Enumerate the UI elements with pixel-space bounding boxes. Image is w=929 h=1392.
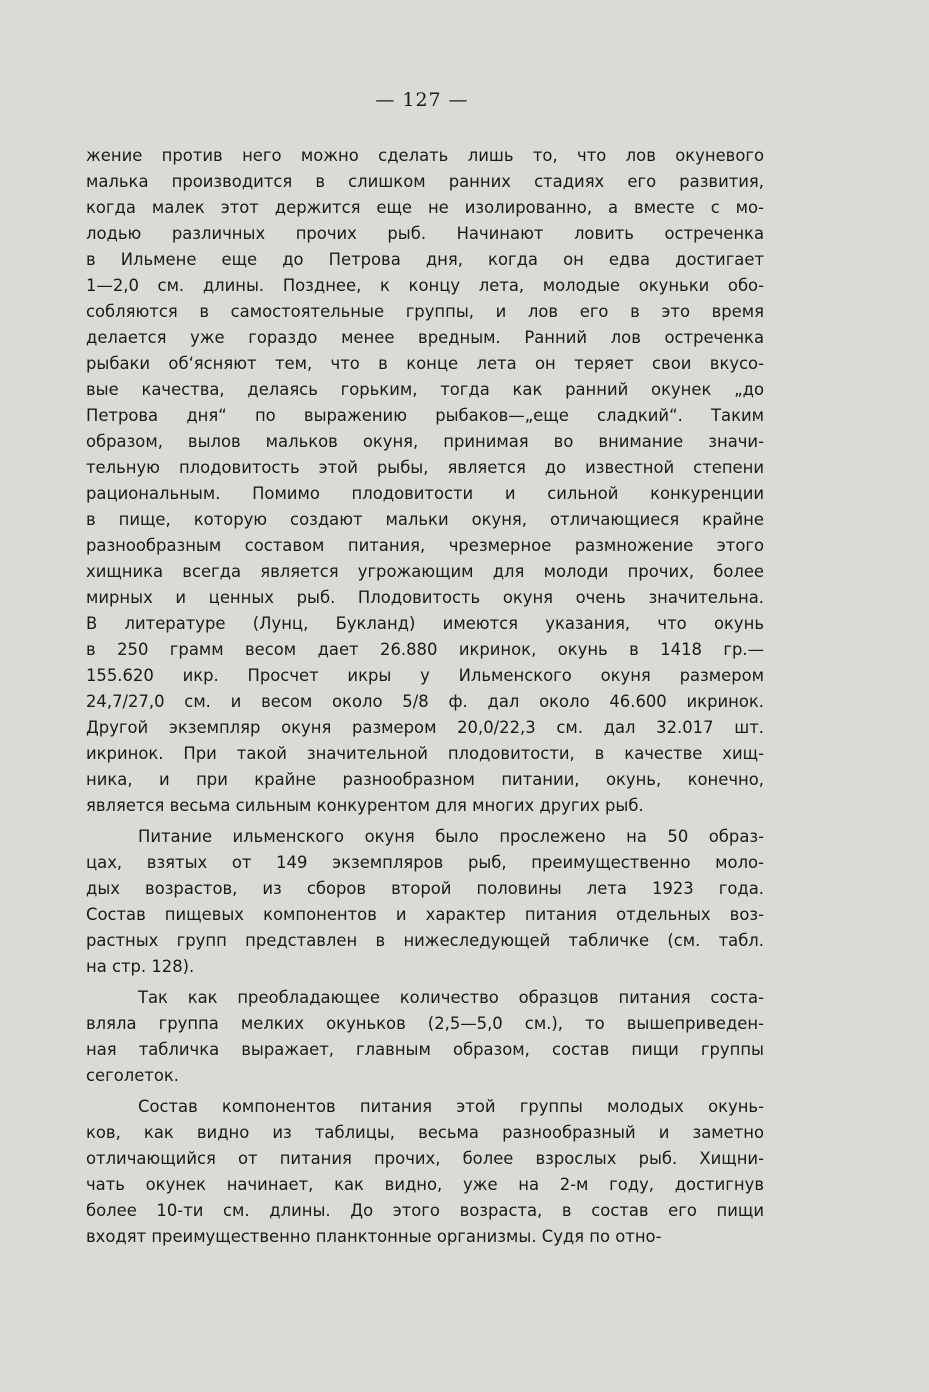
text-line: в пище, которую создают мальки окуня, отличающиеся крайне (86, 510, 764, 529)
text-line: Так как преобладающее количество образцов питания соста- (138, 988, 764, 1007)
text-line: хищника всегда является угрожающим для молоди прочих, более (86, 562, 764, 581)
text-line: жение против него можно сделать лишь то, что лов окуневого (86, 146, 764, 165)
text-line: ника, и при крайне разнообразном питании, окунь, конечно, (86, 770, 764, 789)
text-line: более 10-ти см. длины. До этого возраста, в состав его пищи (86, 1201, 764, 1220)
text-line: Состав компонентов питания этой группы молодых окунь- (138, 1097, 764, 1116)
text-line: Другой экземпляр окуня размером 20,0/22,3 см. дал 32.017 шт. (86, 718, 764, 737)
text-line: икринок. При такой значительной плодовитости, в качестве хищ- (86, 744, 764, 763)
text-line: рациональным. Помимо плодовитости и сильной конкуренции (86, 484, 764, 503)
text-line: входят преимущественно планктонные организмы. Судя по отно- (86, 1227, 662, 1246)
text-line: образом, вылов мальков окуня, принимая во внимание значи- (86, 432, 764, 451)
text-line: в 250 грамм весом дает 26.880 икринок, окунь в 1418 гр.— (86, 640, 764, 659)
body-text (86, 143, 764, 1250)
text-line: ков, как видно из таблицы, весьма разнообразный и заметно (86, 1123, 764, 1142)
text-line: чать окунек начинает, как видно, уже на 2-м году, достигнув (86, 1175, 764, 1194)
page-number: — 127 — (375, 89, 469, 111)
text-line: цах, взятых от 149 экземпляров рыб, преимущественно моло- (86, 853, 764, 872)
text-line: ная табличка выражает, главным образом, состав пищи группы (86, 1040, 764, 1059)
paragraph (86, 985, 764, 1089)
text-line: является весьма сильным конкурентом для многих других рыб. (86, 796, 644, 815)
text-line: в Ильмене еще до Петрова дня, когда он едва достигает (86, 250, 764, 269)
text-line: тельную плодовитость этой рыбы, является до известной степени (86, 458, 764, 477)
text-line: отличающийся от питания прочих, более взрослых рыб. Хищни- (86, 1149, 764, 1168)
text-line: вые качества, делаясь горьким, тогда как ранний окунек „до (86, 380, 764, 399)
paragraph (86, 1094, 764, 1250)
text-line: малька производится в слишком ранних стадиях его развития, (86, 172, 764, 191)
text-line: Состав пищевых компонентов и характер питания отдельных воз- (86, 905, 764, 924)
text-line: растных групп представлен в нижеследующей табличке (см. табл. (86, 931, 764, 950)
text-line: мирных и ценных рыб. Плодовитость окуня очень значительна. (86, 588, 764, 607)
text-line: Петрова дня“ по выражению рыбаков—„еще сладкий“. Таким (86, 406, 764, 425)
paragraph (86, 143, 764, 819)
text-line: Питание ильменского окуня было прослежено на 50 образ- (138, 827, 764, 846)
text-line: дых возрастов, из сборов второй половины лета 1923 года. (86, 879, 764, 898)
text-line: лодью различных прочих рыб. Начинают ловить остреченка (86, 224, 764, 243)
text-line: В литературе (Лунц, Букланд) имеются указания, что окунь (86, 614, 764, 633)
text-line: когда малек этот держится еще не изолированно, а вместе с мо- (86, 198, 764, 217)
text-line: вляла группа мелких окуньков (2,5—5,0 см.), то вышеприведен- (86, 1014, 764, 1033)
text-line: 24,7/27,0 см. и весом около 5/8 ф. дал около 46.600 икринок. (86, 692, 764, 711)
text-line: собляются в самостоятельные группы, и лов его в это время (86, 302, 764, 321)
text-line: рыбаки об‘ясняют тем, что в конце лета он теряет свои вкусо- (86, 354, 764, 373)
text-line: 155.620 икр. Просчет икры у Ильменского окуня размером (86, 666, 764, 685)
text-line: сеголеток. (86, 1066, 179, 1085)
text-line: на стр. 128). (86, 957, 195, 976)
text-line: разнообразным составом питания, чрезмерное размножение этого (86, 536, 764, 555)
text-line: делается уже гораздо менее вредным. Ранний лов остреченка (86, 328, 764, 347)
text-line: 1—2,0 см. длины. Позднее, к концу лета, молодые окуньки обо- (86, 276, 764, 295)
paragraph (86, 824, 764, 980)
